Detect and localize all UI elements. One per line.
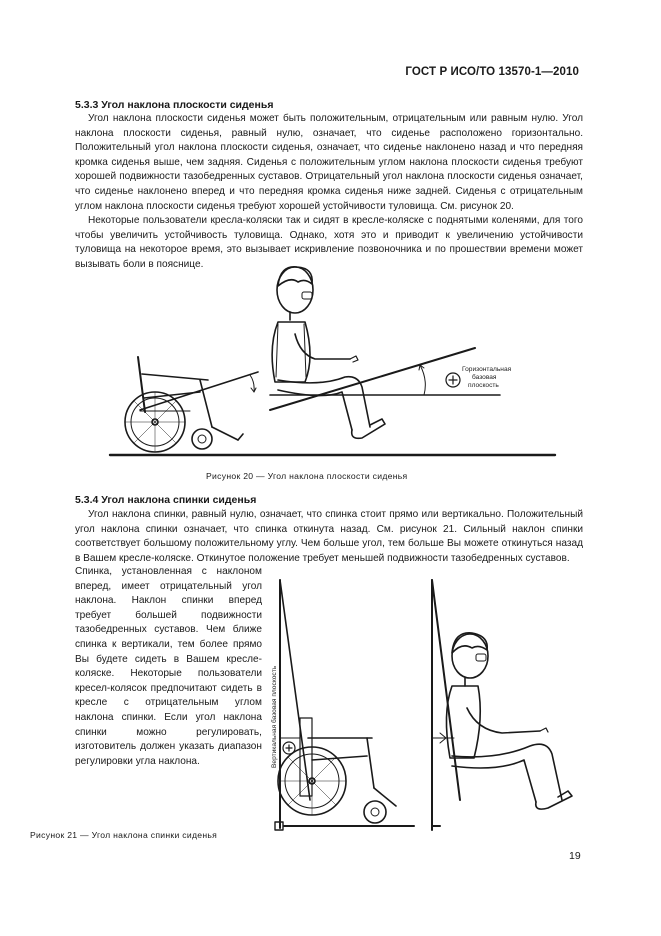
figure-21-caption: Рисунок 21 — Угол наклона спинки сиденья (30, 830, 218, 840)
page-number: 19 (569, 850, 581, 862)
section-heading-5-3-3: 5.3.3 Угол наклона плоскости сиденья (75, 99, 274, 111)
section-5-3-4-paragraph-1: Угол наклона спинки, равный нулю, означает, что спинка стоит прямо или вертикально. Положительный угол наклона спинки означает, что спинка откинута назад. См. рисунок 21. Сильный наклон спинки соответствует большому положительному углу. Чем больше угол, тем больше Вы можете откинуться назад в Вашем кресле-коляске. Откинутое положение требует меньшей подвижности тазобедренных суставов. (75, 509, 583, 564)
horizontal-plane-label-line1: Горизонтальная (462, 366, 512, 373)
figure-21-illustration (262, 568, 592, 836)
vertical-plane-label: Вертикальная базовая плоскость (271, 665, 278, 768)
document-code: ГОСТ Р ИСО/ТО 13570-1—2010 (405, 66, 579, 78)
section-5-3-4-paragraph-2: Спинка, установленная с наклоном вперед, имеет отрицательный угол наклона. Наклон спинки вперед требует большей подвижности тазобедренных суставов. Чем ближе спинка к вертикали, тем более прямо Вы будете сидеть в Вашем кресле-коляске. Некоторые пользователи кресел-колясок предпочитают сидеть в кресле с отрицательным углом наклона спинки. Если угол наклона спинки можно регулировать, изготовитель должен указать диапазон регулировки угла наклона. (75, 566, 262, 767)
figure-20-illustration (100, 262, 560, 462)
section-5-3-3-paragraph-1: Угол наклона плоскости сиденья может быть положительным, отрицательным или равным нулю. Угол наклона плоскости сиденья, равный нулю, означает, что сиденье расположено горизонтально. Положительный угол наклона плоскости сиденья, означает, что сиденье наклонено назад и что передняя кромка сиденья выше, чем задняя. Сиденья с положительным углом наклона плоскости сиденья требуют хорошей подвижности тазобедренных суставов. Отрицательный угол наклона плоскости сиденья означает, что сиденье наклонено вперед и что передняя кромка сиденья ниже задней. Сиденья с отрицательным углом наклона плоскости сиденья требуют хорошей устойчивости туловища. См. рисунок 20. (75, 113, 583, 212)
figure-20-caption: Рисунок 20 — Угол наклона плоскости сиденья (206, 471, 408, 481)
section-5-3-3-paragraph-2: Некоторые пользователи кресла-коляски так и сидят в кресле-коляске с поднятыми коленями, для того чтобы увеличить устойчивость туловища. Однако, хотя это и приводит к увеличению устойчивости туловища на некоторое время, это вызывает искривление позвоночника и по прошествии времени может вызывать боли в пояснице. (75, 215, 583, 270)
horizontal-plane-label-line3: плоскость (468, 382, 499, 389)
horizontal-plane-label-line2: базовая (472, 374, 497, 381)
section-heading-5-3-4: 5.3.4 Угол наклона спинки сиденья (75, 494, 257, 506)
